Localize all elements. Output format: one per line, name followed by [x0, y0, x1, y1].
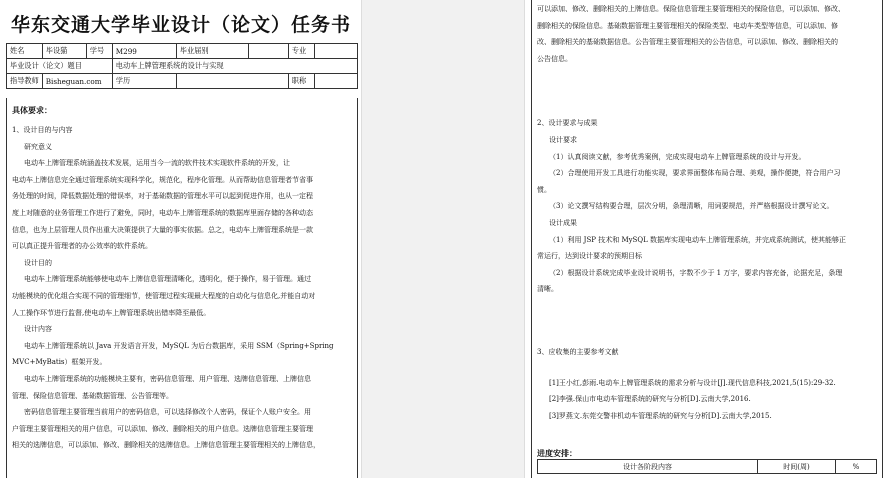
- text-line: 可以真正提升管理者的办公效率的软件系统。: [12, 242, 152, 251]
- student-info-table: [6, 43, 358, 89]
- text-line: 电动车上牌管理系统能够使电动车上牌信息管理清晰化，透明化，便于操作，易于管理。通过: [24, 275, 311, 284]
- text-line: 公告信息。: [537, 54, 572, 63]
- teacher-label: 指导教师: [7, 74, 43, 89]
- document-page-left: [0, 0, 362, 478]
- text-line: 研究意义: [24, 142, 52, 151]
- degree-label: 学历: [112, 74, 176, 89]
- text-line: 惯。: [537, 185, 551, 194]
- requirements-content: [10, 122, 354, 454]
- text-line: （2）合理使用开发工具进行功能实现，要求界面整体布局合理、美观，操作便捷，符合用户习: [549, 169, 841, 178]
- text-line: 常运行，达到设计要求的预期目标: [537, 252, 642, 261]
- progress-col-weeks: 时间(周): [758, 460, 836, 474]
- requirements-box: [6, 98, 358, 478]
- reference-item: [3]罗燕文.东莞交警非机动车管理系统的研究与分析[D].云南大学,2015.: [549, 411, 772, 420]
- class-label: 毕业届别: [176, 44, 248, 59]
- section-heading: 3、应收集的主要参考文献: [537, 347, 619, 356]
- text-line: 相关的选牌信息，可以添加、修改、删除相关的选牌信息。上牌信息管理主要管理相关的上牌信息，: [12, 441, 320, 450]
- text-line: 删除相关的保险信息。基础数据管理主要管理相关的保险类型、电动车类型等信息，可以添加、修: [537, 21, 838, 30]
- text-line: 电动车上牌信息完全通过管理系统实现科学化，规范化，程序化管理。从而帮助信息管理者节省事: [12, 175, 313, 184]
- progress-col-stage: 设计各阶段内容: [538, 460, 758, 474]
- id-label: 学号: [86, 44, 112, 59]
- progress-heading: 进度安排：: [537, 448, 577, 459]
- section-heading: 2、设计要求与成果: [537, 119, 598, 128]
- text-line: 设计目的: [24, 258, 52, 267]
- degree-value: [176, 74, 288, 89]
- title-label: 职称: [288, 74, 314, 89]
- topic-value: 电动车上牌管理系统的设计与实现: [112, 59, 357, 74]
- requirements-heading: 具体要求：: [12, 105, 52, 115]
- class-value: [248, 44, 288, 59]
- text-line: 功能模块的优化组合实现不同的管理细节，使管理过程实现最大程度的自动化与信息化,并能自动对: [12, 291, 316, 300]
- text-line: MVC+MyBatis）框架开发。: [12, 358, 107, 367]
- reference-item: [1]王小红,彭雨.电动车上牌管理系统的需求分析与设计[J].现代信息科技,2021,5(15):29-32.: [549, 378, 836, 387]
- text-line: 务处理的时间，降低数据处理的错误率，对于基础数据的管理水平可以起到促进作用，也从一定程: [12, 192, 313, 201]
- reference-list: [535, 375, 879, 425]
- text-line: 设计成果: [549, 218, 577, 227]
- text-line: 密码信息管理主要管理当前用户的密码信息，可以选择修改个人密码，保证个人账户安全。用: [24, 408, 311, 417]
- progress-table: [537, 459, 877, 474]
- document-page-right: [524, 0, 888, 478]
- text-line: 设计要求: [549, 135, 577, 144]
- major-label: 专业: [288, 44, 314, 59]
- text-line: 设计内容: [24, 325, 52, 334]
- text-line: 1、设计目的与内容: [12, 126, 73, 134]
- text-line: （1）利用 JSP 技术和 MySQL 数据库实现电动车上牌管理系统，并完成系统测试，使其能够正: [549, 235, 846, 244]
- id-value: M299: [112, 44, 176, 59]
- teacher-value: Bisheguan.com: [42, 74, 112, 89]
- text-line: 可以添加、修改、删除相关的上牌信息。保险信息管理主要管理相关的保险信息，可以添加、修改、: [537, 5, 845, 13]
- requirements-box-continued: [531, 0, 883, 478]
- text-line: 信息，也为上层管理人员作出重大决策提供了大量的事实依据。总之，电动车上牌管理系统是一款: [12, 225, 313, 234]
- text-line: （3）论文撰写结构要合理，层次分明，条理清晰，用词要规范，并严格根据设计撰写论文。: [549, 202, 834, 211]
- text-line: 度上对随意的业务管理工作进行了避免，同时，电动车上牌管理系统的数据库里面存储的各种动态: [12, 208, 313, 217]
- text-line: （2）根据设计系统完成毕业设计说明书，字数不少于 1 万字，要求内容充备，论据充足，条理: [549, 268, 843, 277]
- progress-col-percent: %: [836, 460, 877, 474]
- topic-label: 毕业设计（论文）题目: [7, 59, 113, 74]
- reference-item: [2]李强.保山市电动车管理系统的研究与分析[D].云南大学,2016.: [549, 395, 751, 404]
- text-line: 人工操作环节进行监督,使电动车上牌管理系统出错率降至最低。: [12, 308, 211, 317]
- text-line: 户管理主要管理相关的用户信息，可以添加、修改、删除相关的用户信息。选牌信息管理主要管理: [12, 424, 313, 433]
- text-line: 电动车上牌管理系统的功能模块主要有，密码信息管理、用户管理、选牌信息管理、上牌信息: [24, 374, 311, 383]
- text-line: 电动车上牌管理系统涵盖技术发展，运用当今一流的软件技术实现软件系统的开发，让: [24, 159, 290, 168]
- name-value: 毕设猫: [42, 44, 86, 59]
- document-title: 华东交通大学毕业设计（论文）任务书: [10, 14, 351, 36]
- title-value: [314, 74, 357, 89]
- text-line: 改、删除相关的基础数据信息。公告管理主要管理相关的公告信息，可以添加、修改、删除相关的: [537, 38, 838, 47]
- text-line: 清晰。: [537, 285, 558, 294]
- text-line: 电动车上牌管理系统以 Java 开发语言开发，MySQL 为后台数据库，采用 SSM（Spring+Spring: [24, 341, 334, 350]
- major-value: [314, 44, 357, 59]
- text-line: （1）认真阅读文献，参考优秀案例，完成实现电动车上牌管理系统的设计与开发。: [549, 152, 806, 161]
- text-line: 管理、保险信息管理、基础数据管理、公告管理等。: [12, 391, 173, 400]
- name-label: 姓名: [7, 44, 43, 59]
